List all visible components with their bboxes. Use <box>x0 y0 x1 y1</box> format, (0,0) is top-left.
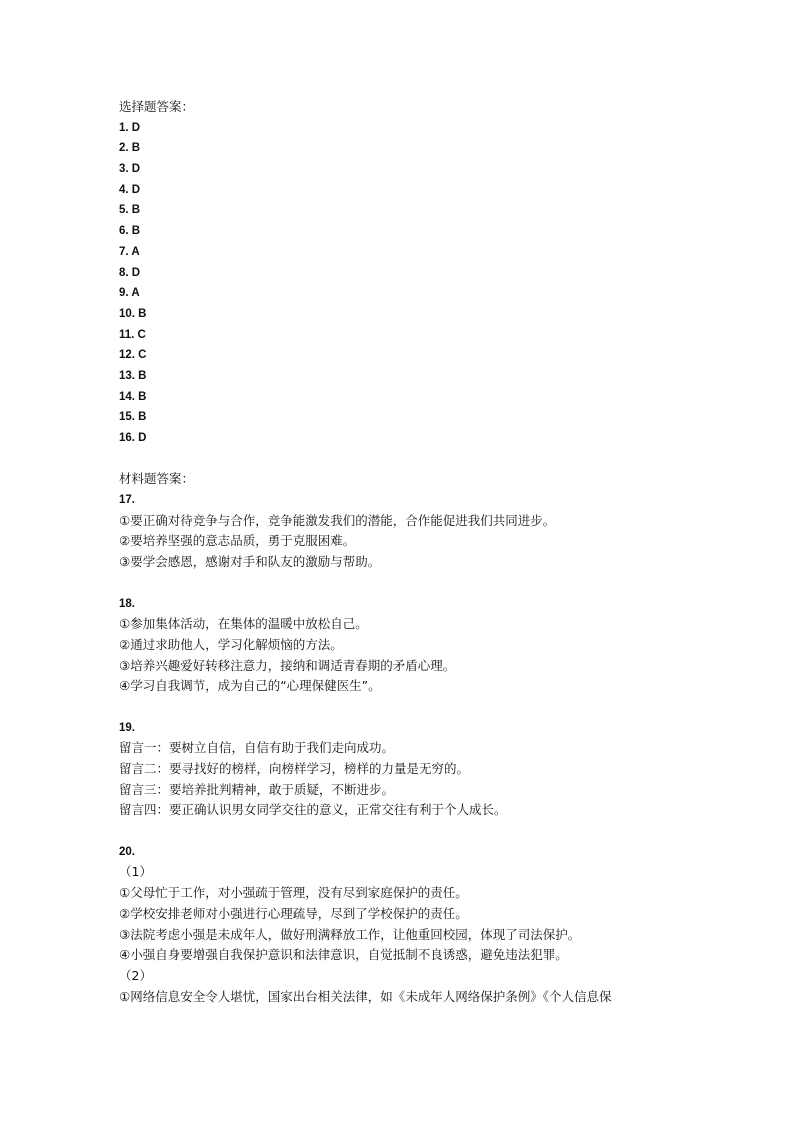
choice-answer: 15. B <box>119 411 147 424</box>
choice-answer: 5. B <box>119 204 141 217</box>
answer-line: ②要培养坚强的意志品质，勇于克服困难。 <box>119 533 356 549</box>
answer-line: ③培养兴趣爱好转移注意力，接纳和调适青春期的矛盾心理。 <box>119 657 456 673</box>
question-number: 17. <box>119 494 135 507</box>
choice-answer: 11. C <box>119 328 146 341</box>
answer-line: ①要正确对待竞争与合作，竞争能激发我们的潜能，合作能促进我们共同进步。 <box>119 512 556 528</box>
spacer <box>119 697 719 718</box>
question-17 <box>119 490 719 573</box>
answer-line: ②学校安排老师对小强进行心理疏导，尽到了学校保护的责任。 <box>119 905 468 921</box>
spacer <box>119 573 719 594</box>
answer-line: ①参加集体活动，在集体的温暖中放松自己。 <box>119 616 368 632</box>
spacer <box>119 449 719 470</box>
choice-answer: 10. B <box>119 307 147 320</box>
answer-line: ②通过求助他人，学习化解烦恼的方法。 <box>119 636 343 652</box>
choice-answer: 7. A <box>119 245 140 258</box>
question-19 <box>119 718 719 821</box>
choice-answer: 12. C <box>119 349 147 362</box>
question-number: 20. <box>119 845 135 858</box>
sub-question-label: （2） <box>119 967 152 983</box>
choice-answer: 1. D <box>119 121 141 134</box>
choice-answer: 3. D <box>119 163 141 176</box>
choice-answer: 8. D <box>119 266 141 279</box>
answer-line: 留言四：要正确认识男女同学交往的意义，正常交往有利于个人成长。 <box>119 802 507 818</box>
sub-question-label: （1） <box>119 864 152 880</box>
answer-line: ③要学会感恩，感谢对手和队友的激励与帮助。 <box>119 554 381 570</box>
choice-answer: 9. A <box>119 287 140 300</box>
choice-answer: 16. D <box>119 432 147 444</box>
material-heading: 材料题答案： <box>119 471 195 487</box>
choice-answer: 2. B <box>119 142 141 155</box>
answer-line: ④小强自身要增强自我保护意识和法律意识，自觉抵制不良诱惑，避免违法犯罪。 <box>119 947 568 963</box>
question-18 <box>119 594 719 697</box>
choice-answer: 13. B <box>119 369 147 382</box>
answer-line: 留言二：要寻找好的榜样，向榜样学习，榜样的力量是无穷的。 <box>119 761 470 776</box>
choice-answer-list <box>119 118 719 449</box>
choice-heading: 选择题答案： <box>119 99 195 114</box>
choice-answer: 14. B <box>119 390 147 403</box>
question-number: 18. <box>119 597 135 610</box>
answer-line: 留言一：要树立自信，自信有助于我们走向成功。 <box>119 740 395 756</box>
question-number: 19. <box>119 721 135 734</box>
answer-line: ①网络信息安全令人堪忧，国家出台相关法律，如《未成年人网络保护条例》《个人信息保 <box>119 988 612 1004</box>
answer-sheet <box>119 97 719 1007</box>
answer-line: 留言三：要培养批判精神，敢于质疑，不断进步。 <box>119 781 395 797</box>
question-20 <box>119 842 719 1008</box>
choice-answer: 6. B <box>119 225 141 238</box>
spacer <box>119 821 719 842</box>
choice-answer: 4. D <box>119 183 141 196</box>
answer-line: ④学习自我调节，成为自己的“心理保健医生”。 <box>119 678 381 694</box>
answer-line: ①父母忙于工作，对小强疏于管理，没有尽到家庭保护的责任。 <box>119 885 468 901</box>
answer-line: ③法院考虑小强是未成年人，做好刑满释放工作，让他重回校园，体现了司法保护。 <box>119 926 581 942</box>
